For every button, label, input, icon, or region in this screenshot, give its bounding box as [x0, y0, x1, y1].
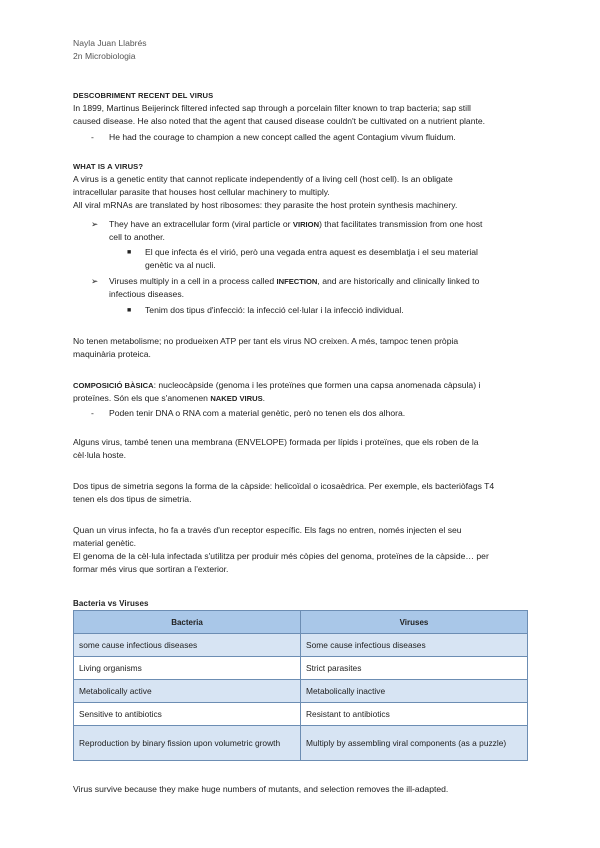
table-row — [74, 680, 528, 703]
bullet-text: El que infecta és el virió, però una vegada entra aquest es desemblatja i el seu material — [145, 247, 478, 257]
section-title-what-is-virus: WHAT IS A VIRUS? — [73, 162, 144, 171]
paragraph-text: : nucleocàpside (genoma i les proteïnes que formen una capsa anomenada càpsula) i — [153, 380, 481, 390]
bullet-text: genètic va al nucli. — [145, 260, 216, 270]
bullet-text: ) that facilitates transmission from one host — [319, 219, 483, 229]
table-cell: Some cause infectious diseases — [301, 634, 528, 657]
table-cell: Metabolically active — [74, 680, 301, 703]
table-row — [74, 703, 528, 726]
paragraph-line: No tenen metabolisme; no produeixen ATP per tant els virus NO creixen. A més, tampoc tenen pròpia — [73, 336, 459, 346]
bullet-text: They have an extracellular form (viral particle or — [109, 219, 293, 229]
paragraph-line: All viral mRNAs are translated by host ribosomes: they parasite the host protein synthesis machinery. — [73, 200, 458, 210]
virion-bullet — [109, 218, 529, 244]
metabolism-paragraph — [73, 335, 528, 361]
table-title: Bacteria vs Viruses — [73, 599, 149, 608]
paragraph-line: Alguns virus, també tenen una membrana (ENVELOPE) formada per lípids i proteïnes, que els roben de la — [73, 437, 479, 447]
bullet-text: infectious diseases. — [109, 289, 184, 299]
composition-title: COMPOSICIÓ BÀSICA — [73, 381, 154, 390]
paragraph-line: Dos tipus de simetria segons la forma de la càpside: helicoïdal o icosaèdrica. Per exemple, els bacteriòfags T4 — [73, 481, 495, 491]
dash-bullet-icon: - — [91, 132, 94, 142]
virus-definition-paragraph — [73, 173, 528, 212]
table-cell: Resistant to antibiotics — [301, 703, 528, 726]
closing-paragraph: Virus survive because they make huge numbers of mutants, and selection removes the ill-adapted. — [73, 784, 449, 794]
virion-term: VIRION — [292, 220, 320, 229]
paragraph-line: In 1899, Martinus Beijerinck filtered infected sap through a porcelain filter known to trap bacteria; sap still — [73, 103, 471, 113]
paragraph-line: maquinària proteica. — [73, 349, 151, 359]
symmetry-paragraph — [73, 480, 528, 506]
infection-term: INFECTION — [276, 277, 318, 286]
table-cell: Multiply by assembling viral components (as a puzzle) — [301, 726, 528, 761]
table-row — [74, 657, 528, 680]
table-header-row — [74, 611, 528, 634]
paragraph-text: . — [262, 393, 266, 403]
paragraph-line: material genètic. — [73, 538, 137, 548]
infection-process-paragraph — [73, 524, 528, 576]
square-bullet-icon: ■ — [127, 307, 132, 314]
comparison-table — [73, 610, 528, 761]
naked-virus-term: NAKED VIRUS — [210, 394, 263, 403]
section-title-discovery: DESCOBRIMENT RECENT DEL VIRUS — [73, 91, 214, 100]
bullet-text: Viruses multiply in a cell in a process called — [109, 276, 277, 286]
bullet-text: cell to another. — [109, 232, 165, 242]
table-cell: Strict parasites — [301, 657, 528, 680]
paragraph-text: proteïnes. Són els que s'anomenen — [73, 393, 211, 403]
paragraph-line: caused disease. He also noted that the agent that caused disease couldn't be cultivated on a nutrient plante. — [73, 116, 486, 126]
table-cell: Metabolically inactive — [301, 680, 528, 703]
column-header-bacteria: Bacteria — [74, 611, 301, 634]
infection-sub-bullet: Tenim dos tipus d'infecció: la infecció cel·lular i la infecció individual. — [145, 305, 404, 315]
table-row — [74, 634, 528, 657]
column-header-viruses: Viruses — [301, 611, 528, 634]
discovery-paragraph — [73, 102, 528, 128]
infection-bullet — [109, 275, 529, 301]
table-cell: Sensitive to antibiotics — [74, 703, 301, 726]
paragraph-line: A virus is a genetic entity that cannot replicate independently of a living cell (host cell). Is an obligate — [73, 174, 453, 184]
paragraph-line: cèl·lula hoste. — [73, 450, 127, 460]
course-name: 2n Microbiologia — [73, 51, 136, 61]
dash-bullet-icon: - — [91, 408, 94, 418]
paragraph-line: El genoma de la cèl·lula infectada s'utilitza per produir més còpies del genoma, proteïnes de la càpside… per — [73, 551, 489, 561]
composition-paragraph — [73, 379, 528, 405]
table-row — [74, 726, 528, 761]
bullet-text: , and are historically and clinically linked to — [317, 276, 480, 286]
arrow-bullet-icon: ➢ — [91, 219, 99, 229]
envelope-paragraph — [73, 436, 528, 462]
discovery-bullet: He had the courage to champion a new concept called the agent Contagium vivum fluidum. — [109, 132, 456, 142]
square-bullet-icon: ■ — [127, 249, 132, 256]
virion-sub-bullet — [145, 246, 529, 272]
composition-bullet: Poden tenir DNA o RNA com a material genètic, però no tenen els dos alhora. — [109, 408, 406, 418]
paragraph-line: Quan un virus infecta, ho fa a través d'un receptor específic. Els fags no entren, només injecten el seu — [73, 525, 462, 535]
table-cell: some cause infectious diseases — [74, 634, 301, 657]
paragraph-line: formar més virus que sortiran a l'exterior. — [73, 564, 229, 574]
arrow-bullet-icon: ➢ — [91, 276, 99, 286]
paragraph-line: intracellular parasite that houses host cellular machinery to multiply. — [73, 187, 330, 197]
table-cell: Reproduction by binary fission upon volumetric growth — [74, 726, 301, 761]
paragraph-line: tenen els dos tipus de simetria. — [73, 494, 192, 504]
table-cell: Living organisms — [74, 657, 301, 680]
author-name: Nayla Juan Llabrés — [73, 38, 147, 48]
